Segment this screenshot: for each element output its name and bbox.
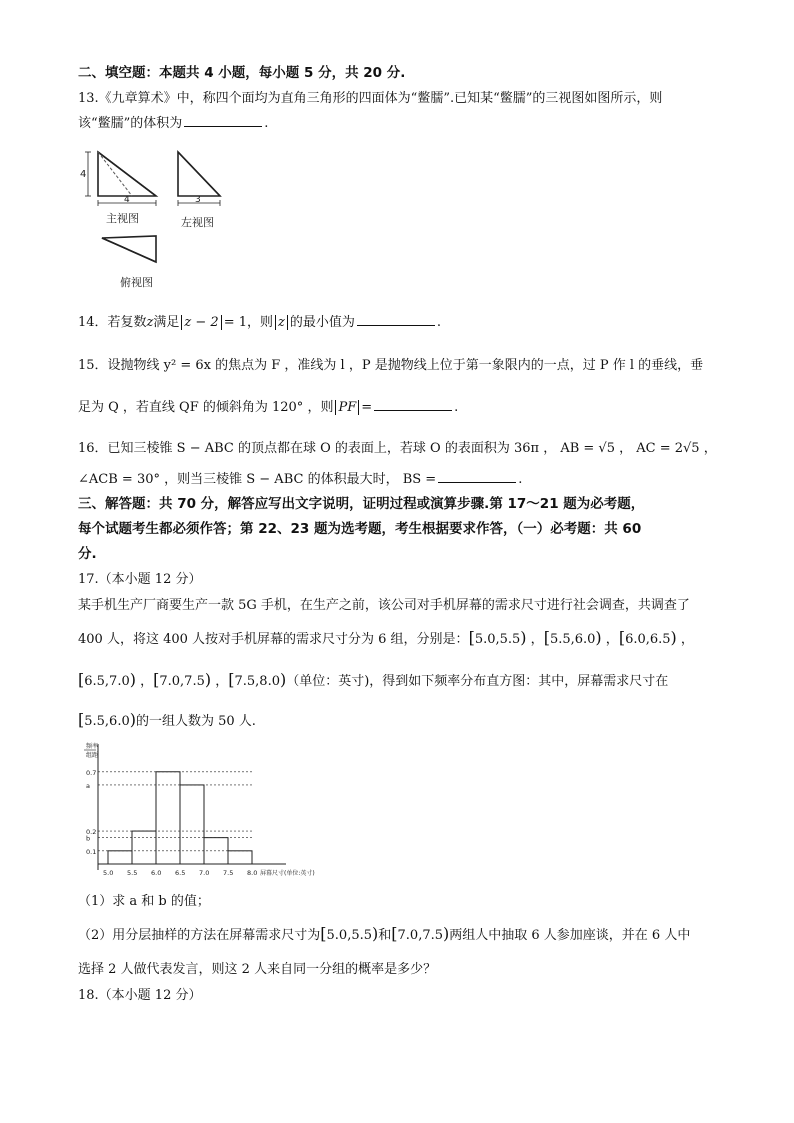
frequency-histogram — [78, 740, 338, 880]
q17-line4-tail: 的一组人数为 50 人. — [135, 714, 256, 729]
q13-end: . — [264, 116, 269, 131]
q17-sub2-tail: 两组人中抽取 6 人参加座谈，并在 6 人中 — [449, 928, 691, 943]
q14-end: . — [436, 315, 442, 330]
three-view-figure — [78, 146, 238, 296]
x-axis-label: 屏幕尺寸(单位:英寸) — [260, 870, 315, 877]
q13-text: 该“鳖臑”的体积为 — [78, 116, 183, 131]
dim-side-width-label: 3 — [195, 195, 201, 205]
q17-sub2-line1: （2）用分层抽样的方法在屏幕需求尺寸为[5.0,5.5)和[7.0,7.5)两组人中抽取 6 人参加座谈，并在 6 人中 — [78, 924, 691, 943]
q17-line2: 400 人，将这 400 人按对手机屏幕的需求尺寸分为 6 组，分别是：[5.0,5.5) ，[5.5,6.0) ，[6.0,6.5) ， — [78, 628, 694, 647]
histogram-bar — [132, 831, 156, 864]
q16-line1: 16．已知三棱锥 S − ABC 的顶点都在球 O 的表面上，若球 O 的表面积为 36π ， AB = √5 ， AC = 2√5 ， — [78, 441, 717, 456]
q17-line3: [6.5,7.0) ，[7.0,7.5) ，[7.5,8.0)（单位：英寸)，得到如下频率分布直方图：其中，屏幕需求尺寸在 — [78, 670, 669, 689]
histogram-bar — [228, 851, 252, 864]
q17-group6: 7.5,8.0 — [234, 674, 280, 689]
q14-min-text: 的最小值为 — [289, 315, 355, 330]
q17-line1: 某手机生产厂商要生产一款 5G 手机，在生产之前，该公司对手机屏幕的需求尺寸进行社会调查，共调查了 — [78, 598, 690, 613]
q17-group5: 7.0,7.5 — [159, 674, 205, 689]
q15-text: 足为 Q ，若直线 QF 的倾斜角为 120° ，则 — [78, 400, 334, 415]
x-tick-label: 7.0 — [199, 869, 210, 877]
y-tick-label: b — [86, 834, 91, 843]
q14-line — [78, 313, 441, 332]
y-tick-label: 0.7 — [86, 768, 97, 777]
y-axis-label-bottom: 组距 — [86, 752, 99, 759]
x-tick-label: 5.5 — [127, 869, 138, 877]
q14-abs-z: z — [275, 315, 288, 330]
q17-sub2-group5: 7.0,7.5 — [397, 928, 444, 943]
q16-line2 — [78, 470, 522, 489]
y-tick-label: 0.1 — [86, 847, 97, 856]
dim-front-width-label: 4 — [124, 195, 130, 205]
q17-sub2-line2: 选择 2 人做代表发言，则这 2 人来自同一分组的概率是多少？ — [78, 962, 437, 977]
q14-var-z: z — [146, 315, 154, 330]
dim-height-label: 4 — [80, 169, 87, 180]
q17-groups-intro: 400 人，将这 400 人按对手机屏幕的需求尺寸分为 6 组，分别是： — [78, 632, 469, 647]
q13-line2 — [78, 114, 268, 133]
y-axis-label-top: 频率 — [86, 743, 99, 750]
q17-line4: [5.5,6.0)的一组人数为 50 人. — [78, 710, 256, 729]
x-tick-label: 5.0 — [103, 869, 114, 877]
q15-equals: = — [361, 400, 373, 415]
q17-group3: 6.0,6.5 — [625, 632, 671, 647]
q17-group2: 5.5,6.0 — [549, 632, 596, 647]
q16-text: ∠ACB = 30° ，则当三棱锥 S − ABC 的体积最大时， BS = — [78, 472, 437, 487]
q14-answer-blank — [357, 313, 435, 326]
q14-equals: = 1 — [223, 315, 247, 330]
q13-line1: 13.《九章算术》中，称四个面均为直角三角形的四面体为“鳖臑”.已知某“鳖臑”的三视图如图所示，则 — [78, 91, 663, 106]
histogram-bar — [108, 851, 132, 864]
q13-answer-blank — [184, 114, 262, 127]
q15-line1: 15．设抛物线 y² = 6x 的焦点为 F ，准线为 l ，P 是抛物线上位于第一象限内的一点，过 P 作 l 的垂线，垂 — [78, 358, 704, 373]
histogram-bar — [180, 785, 204, 864]
q17-sub2-and: 和 — [378, 928, 392, 943]
top-view — [102, 236, 156, 289]
x-tick-label: 7.5 — [223, 869, 234, 877]
front-view — [80, 152, 156, 225]
side-view-label: 左视图 — [181, 216, 214, 229]
q15-line2 — [78, 398, 458, 417]
q17-group4: 6.5,7.0 — [84, 674, 130, 689]
front-view-label: 主视图 — [106, 212, 139, 225]
q16-end: . — [518, 472, 523, 487]
q15-abs-pf: PF — [335, 400, 359, 415]
q17-sub1: （1）求 a 和 b 的值； — [78, 894, 210, 909]
q17-sub2-text: （2）用分层抽样的方法在屏幕需求尺寸为 — [78, 928, 321, 943]
side-view — [178, 152, 220, 229]
q18-title: 18.（本小题 12 分） — [78, 988, 202, 1003]
q17-title: 17.（本小题 12 分） — [78, 572, 202, 587]
x-tick-label: 6.5 — [175, 869, 186, 877]
x-tick-label: 8.0 — [247, 869, 258, 877]
section2-header: 二、填空题：本题共 4 小题，每小题 5 分，共 20 分. — [78, 65, 406, 81]
x-tick-label: 6.0 — [151, 869, 162, 877]
q15-answer-blank — [374, 398, 452, 411]
q16-answer-blank — [438, 470, 516, 483]
section3-line2: 每个试题考生都必须作答；第 22、23 题为选考题，考生根据要求作答，（一）必考题：共 60 — [78, 521, 642, 537]
section3-line3: 分. — [78, 546, 97, 562]
q14-abs-expr: z − 2 — [181, 315, 221, 330]
section3-line1: 三、解答题：共 70 分，解答应写出文字说明，证明过程或演算步骤.第 17～21 题为必考题， — [78, 496, 645, 512]
q15-end: . — [454, 400, 459, 415]
q17-group1: 5.0,5.5 — [474, 632, 521, 647]
q17-group2-ref: 5.5,6.0 — [84, 714, 130, 729]
q14-text-satisfy: 满足 — [153, 315, 180, 330]
y-tick-label: a — [86, 781, 90, 790]
q14-prefix: 14．若复数 — [78, 315, 147, 330]
y-tick-label: 0.2 — [86, 828, 97, 837]
histogram-bar — [156, 772, 180, 864]
q17-line3-tail: （单位：英寸)，得到如下频率分布直方图：其中，屏幕需求尺寸在 — [286, 674, 669, 689]
top-view-label: 俯视图 — [120, 276, 153, 289]
q14-then: ，则 — [247, 315, 274, 330]
q17-sub2-group1: 5.0,5.5 — [326, 928, 373, 943]
